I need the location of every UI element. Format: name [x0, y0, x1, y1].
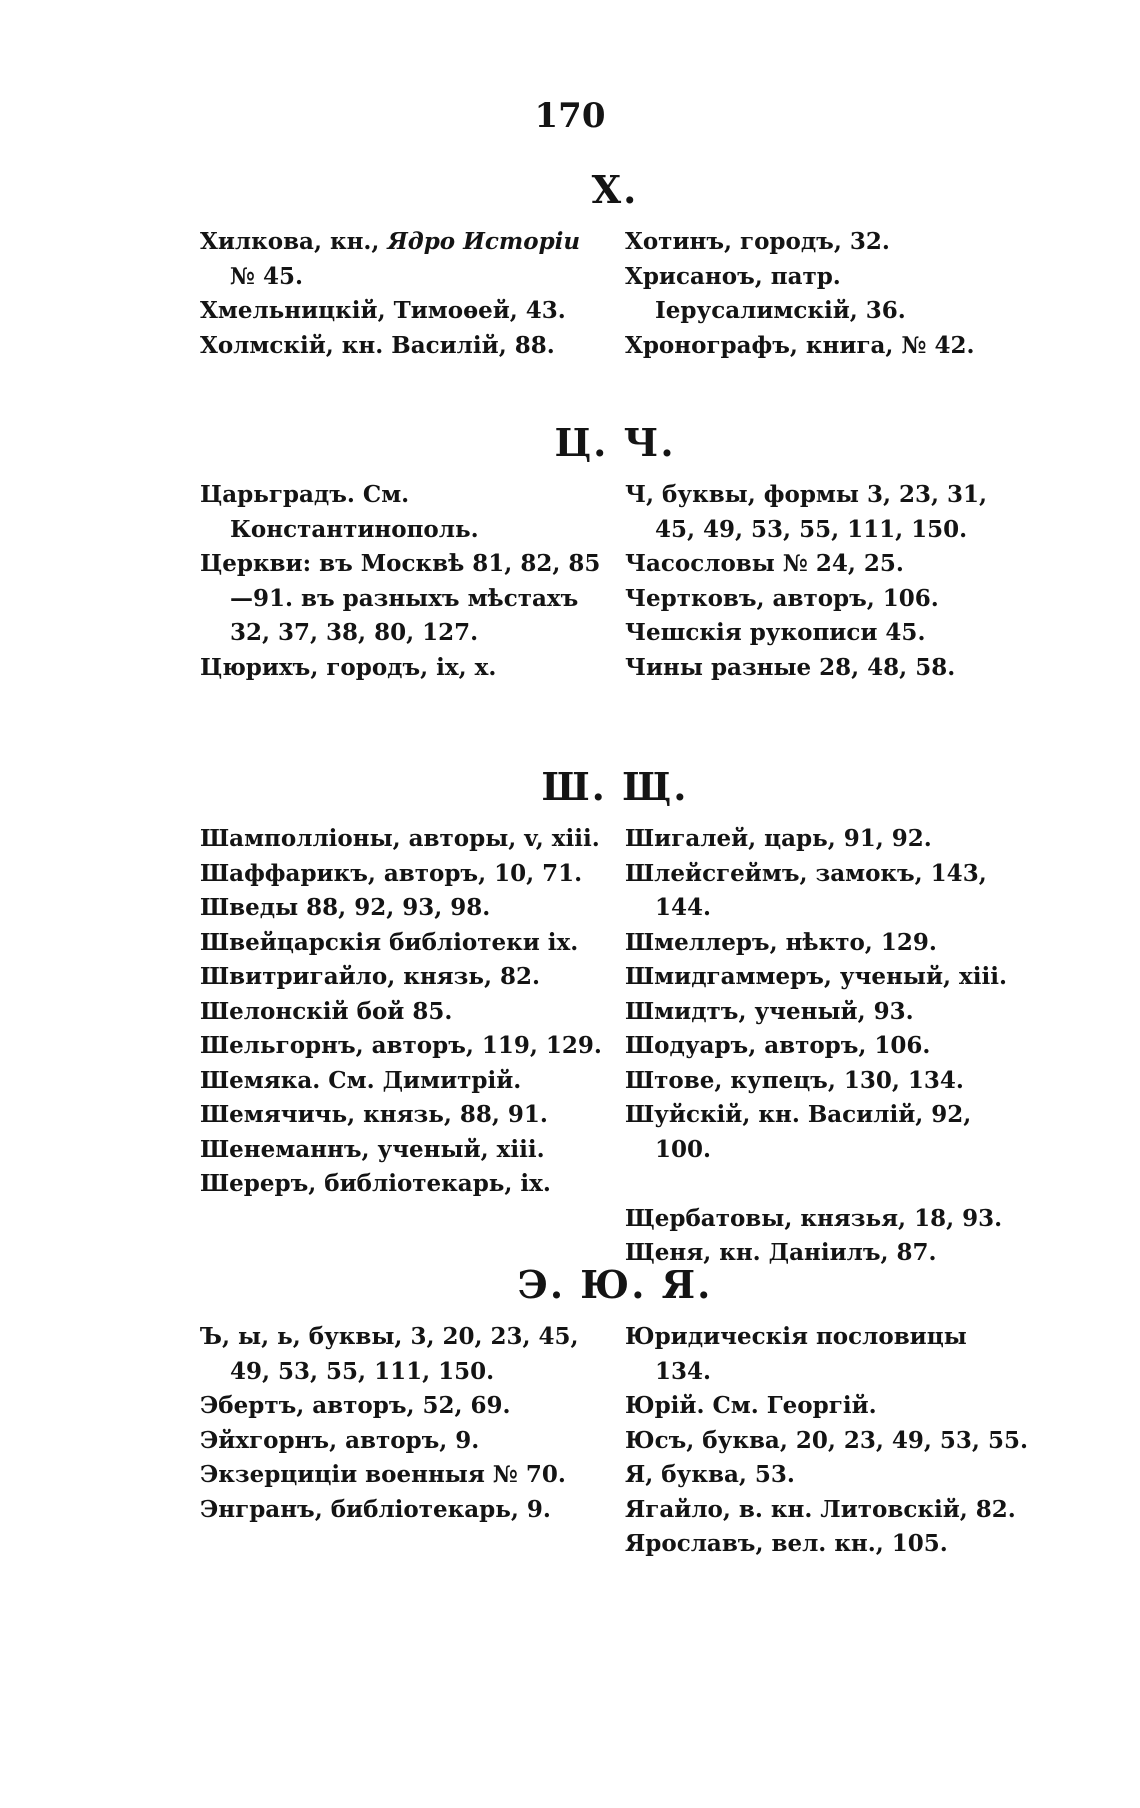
- section-kh: [200, 155, 1030, 363]
- section-sh-shch: [200, 752, 1030, 1271]
- section-heading: Х.: [591, 167, 639, 212]
- right-column: [625, 478, 1030, 685]
- index-entry: Шодуаръ, авторъ, 106.: [625, 1032, 931, 1059]
- index-entry: Юсъ, буква, 20, 23, 49, 53, 55.: [625, 1426, 1028, 1454]
- index-entry: Чертковъ, авторъ, 106.: [625, 584, 939, 612]
- index-entry: Хилкова, кн., Ядро Исторіи № 45.: [200, 228, 581, 290]
- index-entry: Шигалей, царь, 91, 92.: [625, 825, 932, 852]
- index-entry: Цюрихъ, городъ, ix, x.: [200, 653, 497, 681]
- section-heading: Ц. Ч.: [554, 420, 676, 465]
- index-entry: Ягайло, в. кн. Литовскій, 82.: [625, 1495, 1016, 1523]
- index-entry: Швитригайло, князь, 82.: [200, 963, 540, 990]
- index-columns: [200, 478, 1030, 685]
- index-entry: Юридическія пословицы 134.: [625, 1323, 967, 1385]
- index-entry: Шереръ, библіотекарь, ix.: [200, 1170, 551, 1197]
- index-entry: Ч, буквы, формы 3, 23, 31, 45, 49, 53, 55, 111, 150.: [625, 481, 988, 543]
- section-heading: Э. Ю. Я.: [517, 1262, 713, 1307]
- index-entry: Чины разные 28, 48, 58.: [625, 653, 956, 681]
- left-column: [200, 822, 605, 1271]
- index-entry: Шамполліоны, авторы, v, xiii.: [200, 825, 600, 852]
- index-entry: Шлейсгеймъ, замокъ, 143, 144.: [625, 859, 987, 921]
- index-entry: Хмельницкій, Тимоѳей, 43.: [200, 297, 566, 324]
- index-entry: Чешскія рукописи 45.: [625, 619, 926, 646]
- index-entry: Ъ, ы, ь, буквы, 3, 20, 23, 45, 49, 53, 55, 111, 150.: [200, 1323, 579, 1385]
- page-number: 170: [534, 96, 606, 136]
- index-entry: Щербатовы, князья, 18, 93.: [625, 1204, 1003, 1232]
- index-entry: Шенеманнъ, ученый, xiii.: [200, 1135, 545, 1163]
- index-entry: Шельгорнъ, авторъ, 119, 129.: [200, 1032, 602, 1059]
- index-entry: Экзерциціи военныя № 70.: [200, 1461, 566, 1488]
- index-entry: Хотинъ, городъ, 32.: [625, 228, 890, 255]
- index-entry: Шелонскій бой 85.: [200, 997, 453, 1025]
- index-entry: Царьградъ. См. Константинополь.: [200, 481, 479, 543]
- index-columns: [200, 225, 1030, 363]
- index-columns: [200, 1320, 1030, 1562]
- index-entry: Штове, купецъ, 130, 134.: [625, 1066, 964, 1094]
- index-entry: Шаффарикъ, авторъ, 10, 71.: [200, 859, 583, 887]
- index-entry: Хрисаноъ, патр. Іерусалимскій, 36.: [625, 262, 906, 324]
- index-entry: Ярославъ, вел. кн., 105.: [625, 1530, 948, 1557]
- section-heading: Ш. Щ.: [541, 764, 689, 809]
- index-entry: Юрій. См. Георгій.: [625, 1392, 877, 1419]
- index-columns: [200, 822, 1030, 1271]
- index-entry: Хронографъ, книга, № 42.: [625, 331, 975, 359]
- right-column: [625, 225, 1030, 363]
- index-entry: Шведы 88, 92, 93, 98.: [200, 894, 491, 921]
- left-column: [200, 1320, 605, 1562]
- index-entry: Эбертъ, авторъ, 52, 69.: [200, 1392, 511, 1419]
- index-entry: Шуйскій, кн. Василій, 92, 100.: [625, 1101, 972, 1163]
- right-column: [625, 822, 1030, 1271]
- right-column: [625, 1320, 1030, 1562]
- index-entry: Щеня, кн. Даніилъ, 87.: [625, 1239, 937, 1266]
- index-entry: Шмеллеръ, нѣкто, 129.: [625, 928, 937, 956]
- index-entry: Я, буква, 53.: [625, 1461, 795, 1488]
- index-entry: Часословы № 24, 25.: [625, 550, 904, 577]
- index-entry: Холмскій, кн. Василій, 88.: [200, 331, 555, 359]
- index-entry: Энгранъ, библіотекарь, 9.: [200, 1495, 551, 1523]
- section-ts-ch: [200, 408, 1030, 685]
- index-entry: Эйхгорнъ, авторъ, 9.: [200, 1426, 480, 1454]
- left-column: [200, 478, 605, 685]
- index-entry: Швейцарскія библіотеки ix.: [200, 928, 579, 956]
- index-entry: Шемячичь, князь, 88, 91.: [200, 1101, 548, 1128]
- index-entry: Церкви: въ Москвѣ 81, 82, 85—91. въ разныхъ мѣстахъ 32, 37, 38, 80, 127.: [200, 550, 601, 646]
- left-column: [200, 225, 605, 363]
- index-entry: Шмидгаммеръ, ученый, xiii.: [625, 963, 1007, 990]
- index-entry: Шмидтъ, ученый, 93.: [625, 997, 914, 1025]
- section-e-yu-ya: [200, 1250, 1030, 1562]
- index-entry: Шемяка. См. Димитрій.: [200, 1066, 522, 1094]
